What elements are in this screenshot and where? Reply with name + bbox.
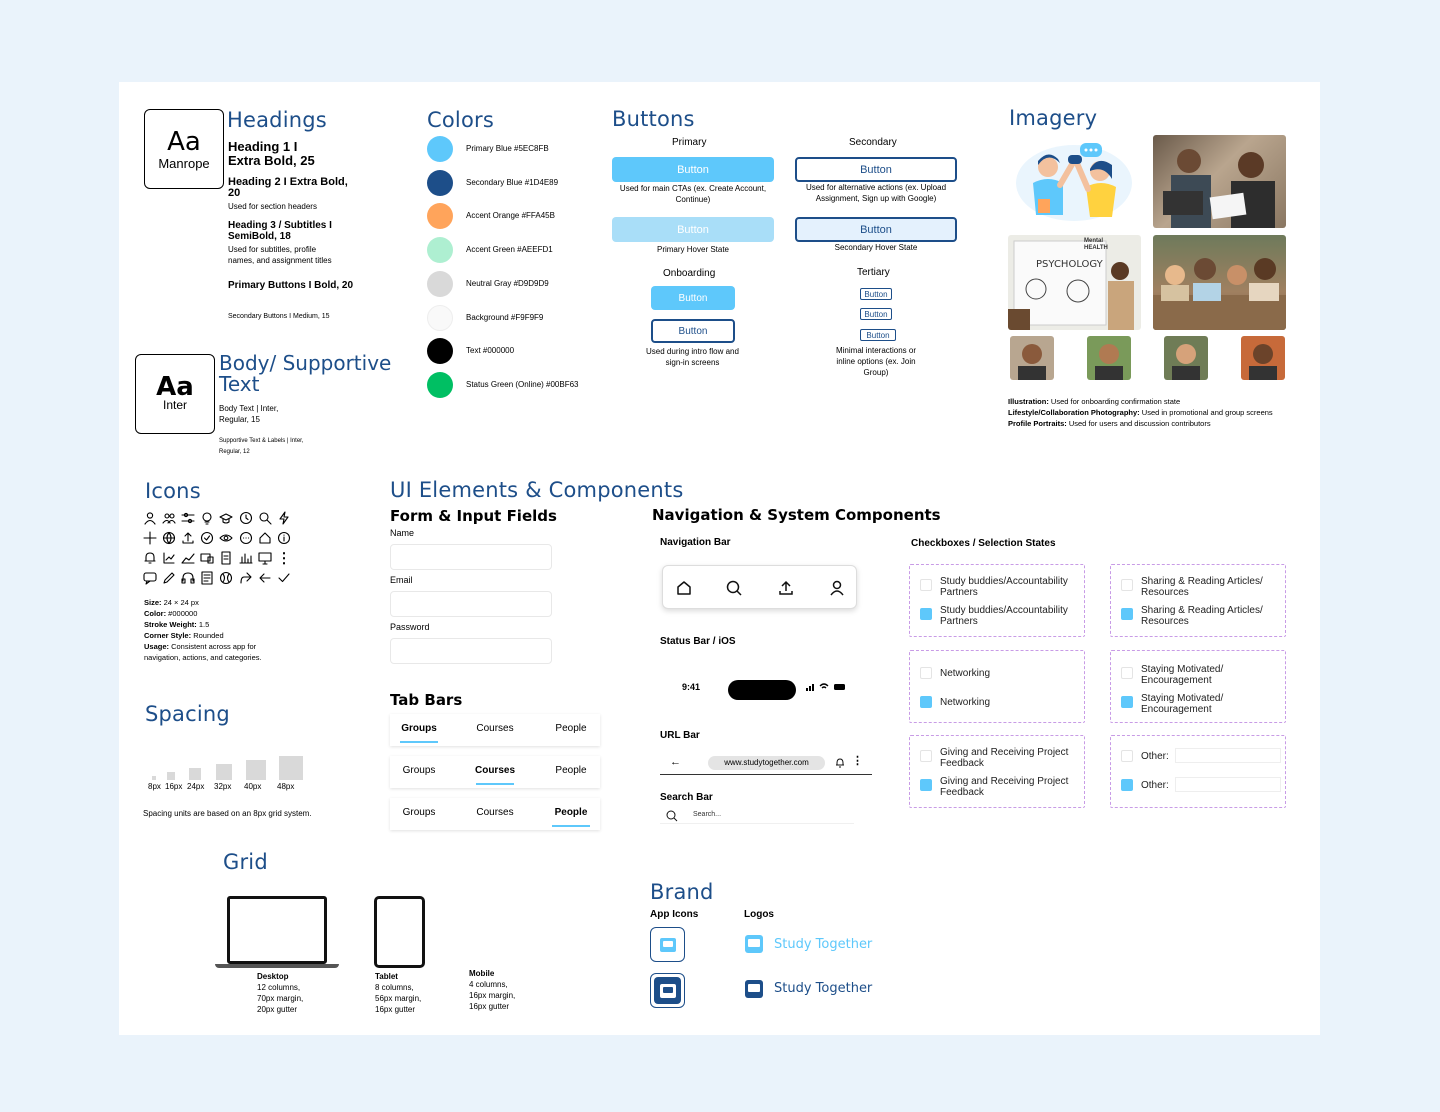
onboarding-button-secondary[interactable]: Button — [651, 319, 735, 343]
secondary-heading: Secondary — [849, 137, 897, 148]
body-text-sample: Body Text | Inter, Regular, 15 — [219, 404, 279, 424]
color-swatch-label: Accent Green #AEEFD1 — [466, 245, 553, 255]
icon-specs — [144, 597, 354, 663]
icon-spec-key: Corner Style: — [144, 631, 192, 640]
spacing-block — [189, 768, 201, 780]
checkbox-unchecked[interactable] — [920, 667, 932, 679]
more-vertical-icon — [277, 551, 291, 565]
info-icon — [277, 531, 291, 545]
tab-courses[interactable]: Courses — [476, 807, 514, 818]
share-icon — [239, 571, 253, 585]
checkbox-group — [909, 564, 1085, 637]
imagery-note-key: Lifestyle/Collaboration Photography: — [1008, 408, 1140, 417]
body-title: Body/ Supportive Text — [219, 351, 392, 396]
color-swatch — [427, 203, 453, 229]
spacing-block — [279, 756, 303, 780]
search-icon — [666, 810, 678, 822]
icon-spec-key: Size: — [144, 598, 162, 607]
inter-name: Inter — [162, 398, 187, 412]
user-icon — [143, 511, 157, 525]
checkbox-unchecked[interactable] — [1121, 667, 1133, 679]
icon-spec-value: Rounded — [191, 631, 224, 640]
name-label: Name — [390, 528, 415, 538]
checkbox-checked[interactable] — [920, 608, 932, 620]
board-text-health: Mental HEALTH — [1084, 238, 1108, 251]
document-icon — [219, 551, 233, 565]
primary-heading: Primary — [672, 137, 707, 148]
icon-spec-value: Consistent across app for navigation, actions, and categories. — [144, 642, 262, 662]
spacing-title: Spacing — [145, 702, 230, 726]
spacing-block — [216, 764, 232, 780]
color-swatch — [427, 305, 453, 331]
headings-title: Headings — [227, 108, 327, 132]
imagery-note-text: Used in promotional and group screens — [1139, 408, 1273, 417]
tab-groups[interactable]: Groups — [402, 807, 436, 818]
tertiary-button-2[interactable]: Button — [860, 308, 892, 320]
status-time: 9:41 — [682, 682, 701, 692]
profile-portrait — [1241, 336, 1285, 380]
tertiary-heading: Tertiary — [857, 267, 890, 278]
brand-title: Brand — [650, 880, 714, 904]
chat-book-icon — [658, 981, 678, 1001]
onboarding-note: Used during intro flow and sign-in screens — [646, 347, 739, 367]
trend-line-icon — [181, 551, 195, 565]
style-guide-board — [119, 82, 1320, 1035]
secondary-button[interactable]: Button — [795, 157, 957, 182]
onboarding-heading: Onboarding — [663, 268, 716, 279]
arrow-left-icon — [258, 571, 272, 585]
secondary-note: Used for alternative actions (ex. Upload Assignment, Sign up with Google) — [805, 183, 947, 203]
spacing-label: 32px — [214, 782, 232, 791]
home-icon — [258, 531, 272, 545]
checkbox-checked[interactable] — [1121, 608, 1133, 620]
checkbox-unchecked[interactable] — [1121, 750, 1133, 762]
icons-title: Icons — [145, 479, 201, 503]
supportive-text-sample: Supportive Text & Labels | Inter, Regular, 12 — [219, 438, 304, 455]
app-icon-light[interactable] — [650, 927, 685, 962]
chat-book-icon — [658, 935, 678, 955]
illustration-high-five — [1008, 135, 1141, 228]
logo-text-dark: Study Together — [774, 981, 873, 996]
profile-portrait — [1087, 336, 1131, 380]
profile-icon[interactable] — [829, 580, 845, 596]
search-bar-label: Search Bar — [660, 792, 713, 803]
photo-psychology-lesson — [1008, 235, 1141, 330]
secondary-buttons-type: Secondary Buttons I Medium, 15 — [228, 313, 330, 320]
manrope-name: Manrope — [158, 156, 210, 171]
onboarding-button-primary[interactable]: Button — [651, 286, 735, 310]
navigation-bar — [662, 565, 857, 609]
monitor-icon — [258, 551, 272, 565]
checkmark-icon — [277, 571, 291, 585]
upload-icon[interactable] — [778, 580, 794, 596]
color-swatch-label: Neutral Gray #D9D9D9 — [466, 278, 549, 288]
back-arrow-icon[interactable]: ← — [670, 756, 681, 768]
tab-bars-title: Tab Bars — [390, 691, 463, 709]
colors-title: Colors — [427, 108, 494, 132]
checkbox-label: Other: — [1141, 751, 1169, 762]
board-text: PSYCHOLOGY — [1036, 259, 1103, 270]
tab-groups[interactable]: Groups — [384, 723, 454, 734]
plus-icon — [143, 531, 157, 545]
checkbox-checked[interactable] — [1121, 779, 1133, 791]
imagery-notes — [1008, 396, 1308, 429]
tab-bar — [390, 714, 600, 746]
search-bar[interactable] — [660, 808, 854, 824]
profile-portrait — [1164, 336, 1208, 380]
eye-icon — [219, 531, 233, 545]
web-icon — [219, 571, 233, 585]
bar-chart-icon — [239, 551, 253, 565]
desktop-device — [215, 896, 339, 970]
tab-courses[interactable]: Courses — [460, 765, 530, 776]
ui-title: UI Elements & Components — [390, 478, 684, 502]
checkbox-label: Networking — [940, 697, 991, 708]
profile-portrait — [1010, 336, 1054, 380]
spacing-note: Spacing units are based on an 8px grid system. — [143, 809, 312, 818]
tertiary-note: Minimal interactions or inline options (ex. Join Group) — [835, 346, 917, 377]
url-field[interactable]: www.studytogether.com — [708, 756, 825, 770]
settings-sliders-icon — [181, 511, 195, 525]
tab-groups[interactable]: Groups — [402, 765, 436, 776]
icon-spec-value: 1.5 — [196, 620, 210, 629]
spacing-label: 40px — [244, 782, 262, 791]
form-title: Form & Input Fields — [390, 507, 557, 525]
tertiary-button-3[interactable]: Button — [860, 329, 896, 341]
buttons-title: Buttons — [612, 107, 695, 131]
status-bar-label: Status Bar / iOS — [660, 636, 736, 647]
tablet-name: Tablet — [375, 972, 398, 981]
lightning-icon — [277, 511, 291, 525]
color-swatch — [427, 372, 453, 398]
mobile-spec: 4 columns, 16px margin, 16px gutter — [469, 980, 516, 1011]
color-swatch — [427, 170, 453, 196]
heading-3-sample: Heading 3 / Subtitles I SemiBold, 18 — [228, 220, 332, 242]
inter-aa: Aa — [156, 372, 194, 402]
mobile-name: Mobile — [469, 969, 495, 978]
checkbox-label: Staying Motivated/ Encouragement — [1141, 664, 1224, 686]
tab-people[interactable]: People — [555, 723, 587, 734]
tab-people[interactable]: People — [536, 807, 606, 818]
tab-bar — [390, 798, 600, 830]
color-swatch — [427, 271, 453, 297]
photo-study-pair — [1153, 135, 1286, 228]
checkboxes-title: Checkboxes / Selection States — [911, 538, 1056, 549]
notes-icon — [200, 571, 214, 585]
icon-spec-key: Usage: — [144, 642, 170, 651]
icon-spec-key: Stroke Weight: — [144, 620, 197, 629]
grid-title: Grid — [223, 850, 268, 874]
imagery-note-text: Used for onboarding confirmation state — [1048, 397, 1181, 406]
url-bar — [660, 753, 872, 775]
heading-1-sample: Heading 1 I Extra Bold, 25 — [228, 139, 315, 168]
checkbox-checked[interactable] — [920, 696, 932, 708]
checkbox-label: Study buddies/Accountability Partners — [940, 576, 1068, 598]
checkbox-checked[interactable] — [920, 779, 932, 791]
bell-icon[interactable] — [835, 758, 845, 768]
other-text-field[interactable] — [1175, 748, 1281, 763]
spacing-label: 8px — [148, 782, 161, 791]
dynamic-island — [728, 680, 796, 700]
color-swatch-label: Primary Blue #5EC8FB — [466, 144, 549, 153]
imagery-note-key: Illustration: — [1008, 397, 1049, 406]
logo-icon-light — [744, 933, 764, 955]
checkbox-label: Study buddies/Accountability Partners — [940, 605, 1068, 627]
app-icons-label: App Icons — [650, 909, 699, 920]
clock-icon — [239, 511, 253, 525]
desktop-name: Desktop — [257, 972, 289, 981]
message-icon — [143, 571, 157, 585]
signal-wifi-battery-icon — [806, 682, 848, 692]
checkbox-group — [909, 650, 1085, 723]
icon-spec-value: #000000 — [166, 609, 198, 618]
password-field[interactable] — [390, 638, 552, 664]
checkbox-label: Giving and Receiving Project Feedback — [940, 776, 1069, 798]
search-icon — [258, 511, 272, 525]
color-swatch-label: Text #000000 — [466, 346, 515, 356]
checkbox-unchecked[interactable] — [920, 579, 932, 591]
headphones-icon — [181, 571, 195, 585]
tab-people[interactable]: People — [555, 765, 587, 776]
imagery-note-key: Profile Portraits: — [1008, 419, 1067, 428]
primary-hover-button[interactable]: Button — [612, 217, 774, 242]
app-icon-dark[interactable] — [650, 973, 685, 1008]
nav-title: Navigation & System Components — [652, 506, 941, 524]
primary-buttons-type: Primary Buttons I Bold, 20 — [228, 280, 354, 291]
screens-icon — [200, 551, 214, 565]
logo-icon-dark — [744, 978, 764, 1000]
tertiary-button-1[interactable]: Button — [860, 288, 892, 300]
home-icon[interactable] — [676, 580, 692, 596]
icon-spec-key: Color: — [144, 609, 167, 618]
spacing-label: 24px — [187, 782, 205, 791]
tablet-device — [374, 896, 425, 968]
secondary-hover-button[interactable]: Button — [795, 217, 957, 242]
secondary-hover-note: Secondary Hover State — [834, 243, 918, 252]
desktop-spec: 12 columns, 70px margin, 20px gutter — [257, 983, 304, 1014]
checkbox-label: Other: — [1141, 780, 1169, 791]
url-bar-label: URL Bar — [660, 730, 700, 741]
other-text-field[interactable] — [1175, 777, 1281, 792]
chart-icon — [162, 551, 176, 565]
tab-courses[interactable]: Courses — [476, 723, 514, 734]
checkbox-group — [1110, 564, 1286, 637]
more-vertical-icon[interactable]: ⋮ — [852, 755, 863, 767]
logos-label: Logos — [744, 909, 774, 920]
graduation-cap-icon — [219, 511, 233, 525]
password-label: Password — [390, 622, 430, 632]
primary-note: Used for main CTAs (ex. Create Account, Continue) — [619, 184, 767, 204]
checkbox-label: Sharing & Reading Articles/ Resources — [1141, 605, 1263, 627]
checkbox-group — [1110, 735, 1286, 808]
primary-button[interactable]: Button — [612, 157, 774, 182]
manrope-specimen — [144, 109, 224, 189]
checkbox-label: Sharing & Reading Articles/ Resources — [1141, 576, 1263, 598]
spacing-block — [167, 772, 175, 780]
spacing-block — [152, 776, 156, 780]
inter-specimen — [135, 354, 215, 434]
search-icon[interactable] — [726, 580, 742, 596]
checkbox-label: Staying Motivated/ Encouragement — [1141, 693, 1224, 715]
spacing-label: 48px — [277, 782, 295, 791]
color-swatch — [427, 338, 453, 364]
pencil-icon — [162, 571, 176, 585]
checkbox-unchecked[interactable] — [1121, 579, 1133, 591]
spacing-block — [246, 760, 266, 780]
logo-text-light: Study Together — [774, 937, 873, 952]
checkbox-checked[interactable] — [1121, 696, 1133, 708]
heading-2-sample: Heading 2 I Extra Bold, 20 — [228, 176, 348, 199]
name-field[interactable] — [390, 544, 552, 570]
tab-bar — [390, 756, 600, 788]
primary-hover-note: Primary Hover State — [656, 245, 730, 254]
check-circle-icon — [200, 531, 214, 545]
spacing-label: 16px — [165, 782, 183, 791]
checkbox-group — [1110, 650, 1286, 723]
navbar-label: Navigation Bar — [660, 537, 731, 548]
imagery-title: Imagery — [1009, 106, 1098, 130]
color-swatch-label: Accent Orange #FFA45B — [466, 211, 555, 221]
checkbox-label: Giving and Receiving Project Feedback — [940, 747, 1069, 769]
checkbox-unchecked[interactable] — [920, 750, 932, 762]
icon-spec-value: 24 × 24 px — [161, 598, 199, 607]
heading-2-note: Used for section headers — [228, 202, 317, 211]
upload-icon — [181, 531, 195, 545]
heading-3-note: Used for subtitles, profile names, and assignment titles — [228, 245, 332, 265]
imagery-note-text: Used for users and discussion contributors — [1066, 419, 1211, 428]
manrope-aa: Aa — [167, 127, 201, 157]
color-swatch-label: Status Green (Online) #00BF63 — [466, 379, 579, 389]
lightbulb-icon — [200, 511, 214, 525]
color-swatch — [427, 136, 453, 162]
globe-icon — [162, 531, 176, 545]
checkbox-label: Networking — [940, 668, 991, 679]
email-label: Email — [390, 575, 413, 585]
color-swatch-label: Background #F9F9F9 — [466, 312, 544, 322]
color-swatch — [427, 237, 453, 263]
bell-icon — [143, 551, 157, 565]
group-icon — [162, 511, 176, 525]
search-placeholder: Search... — [693, 811, 722, 818]
checkbox-group — [909, 735, 1085, 808]
email-field[interactable] — [390, 591, 552, 617]
tablet-spec: 8 columns, 56px margin, 16px gutter — [375, 983, 422, 1014]
chat-icon — [239, 531, 253, 545]
color-swatch-label: Secondary Blue #1D4E89 — [466, 177, 559, 187]
photo-group-laughing — [1153, 235, 1286, 330]
